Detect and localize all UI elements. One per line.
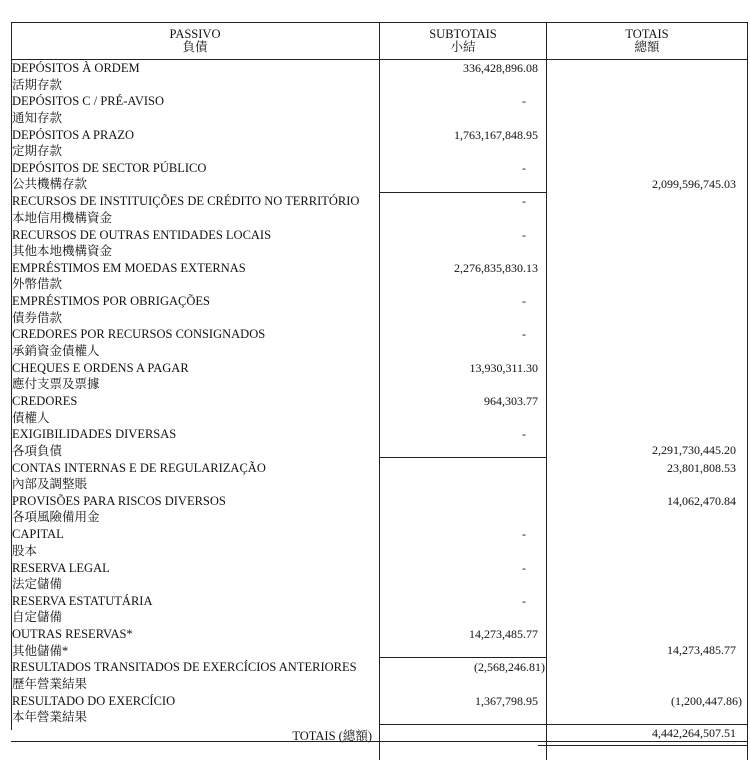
table-row	[12, 460, 748, 493]
subtotal-value: -	[522, 227, 526, 242]
row-label-zh: 本年營業結果	[12, 710, 88, 725]
subtotal-value: 964,303.77	[484, 394, 538, 408]
row-label-pt: RECURSOS DE OUTRAS ENTIDADES LOCAIS	[12, 227, 272, 242]
row-label	[12, 393, 77, 426]
row-label-pt: RECURSOS DE INSTITUIÇÕES DE CRÉDITO NO TERRITÓRIO	[12, 194, 360, 209]
row-label	[12, 526, 64, 559]
row-label-pt: DEPÓSITOS A PRAZO	[12, 127, 135, 142]
row-label-pt: PROVISÕES PARA RISCOS DIVERSOS	[12, 493, 226, 508]
row-label-zh: 歷年營業結果	[12, 676, 88, 691]
table-row	[12, 160, 748, 193]
total-value: 14,062,470.84	[667, 493, 736, 508]
table-row	[12, 493, 748, 526]
row-label-pt: DEPÓSITOS C / PRÉ-AVISO	[12, 94, 165, 109]
row-label	[12, 659, 357, 692]
table-row	[12, 60, 748, 93]
total-value: 2,099,596,745.03	[652, 176, 736, 191]
row-label-zh: 其他本地機構資金	[12, 244, 113, 258]
row-label	[12, 593, 153, 626]
subtotal-value: -	[522, 593, 526, 608]
table-row	[12, 227, 748, 260]
subtotal-value: 14,273,485.77	[469, 627, 538, 642]
table-row	[12, 560, 748, 593]
row-label-zh: 內部及調整賬	[12, 477, 88, 492]
row-label-pt: DEPÓSITOS DE SECTOR PÚBLICO	[12, 160, 207, 175]
table-row	[12, 426, 748, 459]
subtotal-value: 336,428,896.08	[463, 61, 538, 75]
row-label	[12, 426, 176, 459]
table-row	[12, 260, 748, 293]
total-value: 23,801,808.53	[667, 460, 736, 475]
subtotal-value: -	[522, 294, 526, 309]
table-row	[12, 360, 748, 393]
row-label	[12, 193, 359, 226]
row-label-zh: 股本	[12, 543, 38, 558]
frame-top-border	[11, 22, 748, 23]
subtotal-value: 13,930,311.30	[469, 360, 538, 375]
row-label	[12, 93, 164, 126]
table-row	[12, 693, 748, 726]
row-label-pt: DEPÓSITOS À ORDEM	[12, 61, 140, 75]
row-label-pt: CAPITAL	[12, 527, 64, 542]
row-label-pt: CREDORES	[12, 394, 78, 408]
totals-label: TOTAIS (總額)	[292, 729, 372, 743]
row-label-zh: 通知存款	[12, 110, 63, 125]
row-label-pt: RESULTADOS TRANSITADOS DE EXERCÍCIOS ANTERIORES	[12, 660, 357, 675]
row-label-pt: CREDORES POR RECURSOS CONSIGNADOS	[12, 327, 266, 342]
row-label-pt: EXIGIBILIDADES DIVERSAS	[12, 427, 177, 442]
row-label-zh: 債券借款	[12, 310, 63, 325]
table-row	[12, 593, 748, 626]
row-label-zh: 其他儲備*	[12, 643, 69, 658]
header-passivo	[11, 28, 379, 54]
table-row	[12, 393, 748, 426]
total-value: (1,200,447.86)	[671, 693, 742, 708]
row-label-pt: CONTAS INTERNAS E DE REGULARIZAÇÃO	[12, 460, 266, 475]
row-label	[12, 293, 210, 326]
row-label	[12, 560, 110, 593]
row-label-zh: 法定儲備	[12, 577, 63, 591]
row-label	[12, 326, 265, 359]
row-label	[12, 626, 133, 659]
subtotal-value: 2,276,835,830.13	[454, 260, 538, 275]
header-passivo-zh: 負債	[182, 40, 208, 54]
table-row	[12, 626, 748, 659]
row-label-zh: 公共機構存款	[12, 177, 88, 192]
subtotal-value: -	[522, 94, 526, 109]
row-label-zh: 應付支票及票據	[12, 377, 100, 392]
header-passivo-pt: PASSIVO	[169, 27, 221, 41]
row-label-zh: 債權人	[12, 410, 50, 425]
subtotal-value: -	[522, 194, 526, 209]
row-label-pt: EMPRÉSTIMOS EM MOEDAS EXTERNAS	[12, 260, 246, 275]
subtotal-value: -	[522, 160, 526, 175]
header-totais-pt: TOTAIS	[625, 27, 669, 41]
subtotal-value: 1,367,798.95	[475, 693, 538, 708]
table-row	[12, 526, 748, 559]
row-label-pt: EMPRÉSTIMOS POR OBRIGAÇÕES	[12, 294, 210, 309]
row-label	[12, 160, 206, 193]
subtotal-value: -	[522, 327, 526, 342]
row-label-pt: RESULTADO DO EXERCÍCIO	[12, 693, 176, 708]
header-totais-zh: 總額	[634, 40, 660, 54]
row-label	[12, 260, 246, 293]
subtotal-value: -	[522, 560, 526, 575]
table-row	[12, 93, 748, 126]
row-label-zh: 外幣借款	[12, 277, 63, 292]
row-label	[12, 693, 175, 726]
row-label	[12, 493, 226, 526]
subtotal-value: 1,763,167,848.95	[454, 127, 538, 142]
header-totais	[547, 28, 747, 54]
subtotal-value: -	[522, 527, 526, 542]
subtotal-value: -	[522, 427, 526, 442]
row-label-zh: 各項風險備用金	[12, 510, 100, 525]
total-value: 2,291,730,445.20	[652, 443, 736, 458]
row-label	[12, 360, 189, 393]
row-label	[12, 227, 271, 260]
subtotal-value: (2,568,246.81)	[474, 660, 545, 675]
row-label-zh: 承銷資金債權人	[12, 343, 100, 358]
header-subtotais-pt: SUBTOTAIS	[429, 27, 497, 41]
row-label-zh: 各項負債	[12, 443, 63, 458]
row-label-pt: OUTRAS RESERVAS*	[12, 627, 133, 642]
grand-total-value: 4,442,264,507.51	[652, 726, 736, 740]
row-label	[12, 60, 140, 93]
row-label-pt: RESERVA ESTATUTÁRIA	[12, 593, 153, 608]
table-row	[12, 193, 748, 226]
footer-double-rule-2	[538, 745, 748, 746]
table-row	[12, 326, 748, 359]
row-label-zh: 活期存款	[12, 77, 63, 92]
header-subtotais	[379, 28, 547, 54]
table-row	[12, 659, 748, 692]
table-row	[12, 293, 748, 326]
row-label-zh: 定期存款	[12, 144, 63, 159]
row-label-zh: 自定儲備	[12, 610, 63, 625]
footer-double-rule-1	[538, 741, 748, 742]
header-subtotais-zh: 小結	[450, 40, 476, 54]
row-label	[12, 460, 266, 493]
row-label-pt: CHEQUES E ORDENS A PAGAR	[12, 360, 189, 375]
table-row	[12, 127, 748, 160]
row-label	[12, 127, 134, 160]
row-label-pt: RESERVA LEGAL	[12, 560, 110, 575]
total-value: 14,273,485.77	[667, 643, 736, 658]
row-label-zh: 本地信用機構資金	[12, 210, 113, 225]
